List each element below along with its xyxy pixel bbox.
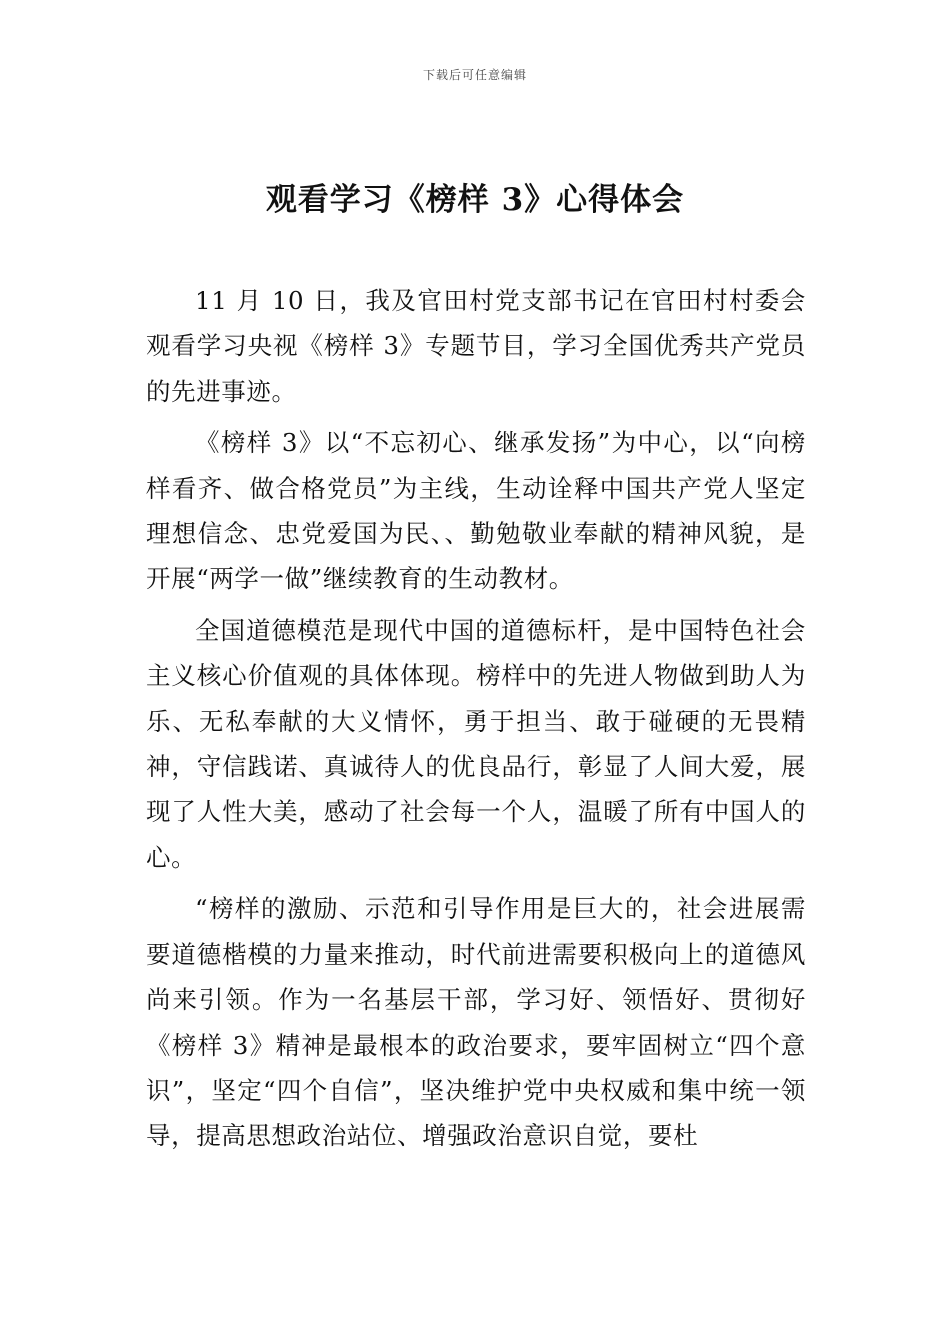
paragraph-3: 全国道德模范是现代中国的道德标杆，是中国特色社会主义核心价值观的具体体现。榜样中的先进人物做到助人为乐、无私奉献的大义情怀，勇于担当、敢于碰硬的无畏精神，守信践诺、真诚待人的优良品行，彰显了人间大爱，展现了人性大美，感动了社会每一个人，温暖了所有中国人的心。	[146, 615, 806, 872]
document-title: 观看学习《榜样 3》心得体会	[265, 182, 685, 218]
paragraph-1: 11 月 10 日，我及官田村党支部书记在官田村村委会观看学习央视《榜样 3》专题节目，学习全国优秀共产党员的先进事迹。	[146, 286, 806, 406]
header-note: 下载后可任意编辑	[422, 68, 527, 82]
paragraph-2: 《榜样 3》以“不忘初心、继承发扬”为中心，以“向榜样看齐、做合格党员”为主线，生动诠释中国共产党人坚定理想信念、忠党爱国为民、、勤勉敬业奉献的精神风貌，是开展“两学一做”继续教育的生动教材。	[146, 428, 806, 594]
document-body	[146, 278, 806, 1165]
paragraph-4: “榜样的激励、示范和引导作用是巨大的，社会进展需要道德楷模的力量来推动，时代前进需要积极向上的道德风尚来引领。作为一名基层干部，学习好、领悟好、贯彻好《榜样 3》精神是最根本的政治要求，要牢固树立“四个意识”，坚定“四个自信”，坚决维护党中央权威和集中统一领导，提高思想政治站位、增强政治意识自觉，要杜	[146, 894, 806, 1151]
